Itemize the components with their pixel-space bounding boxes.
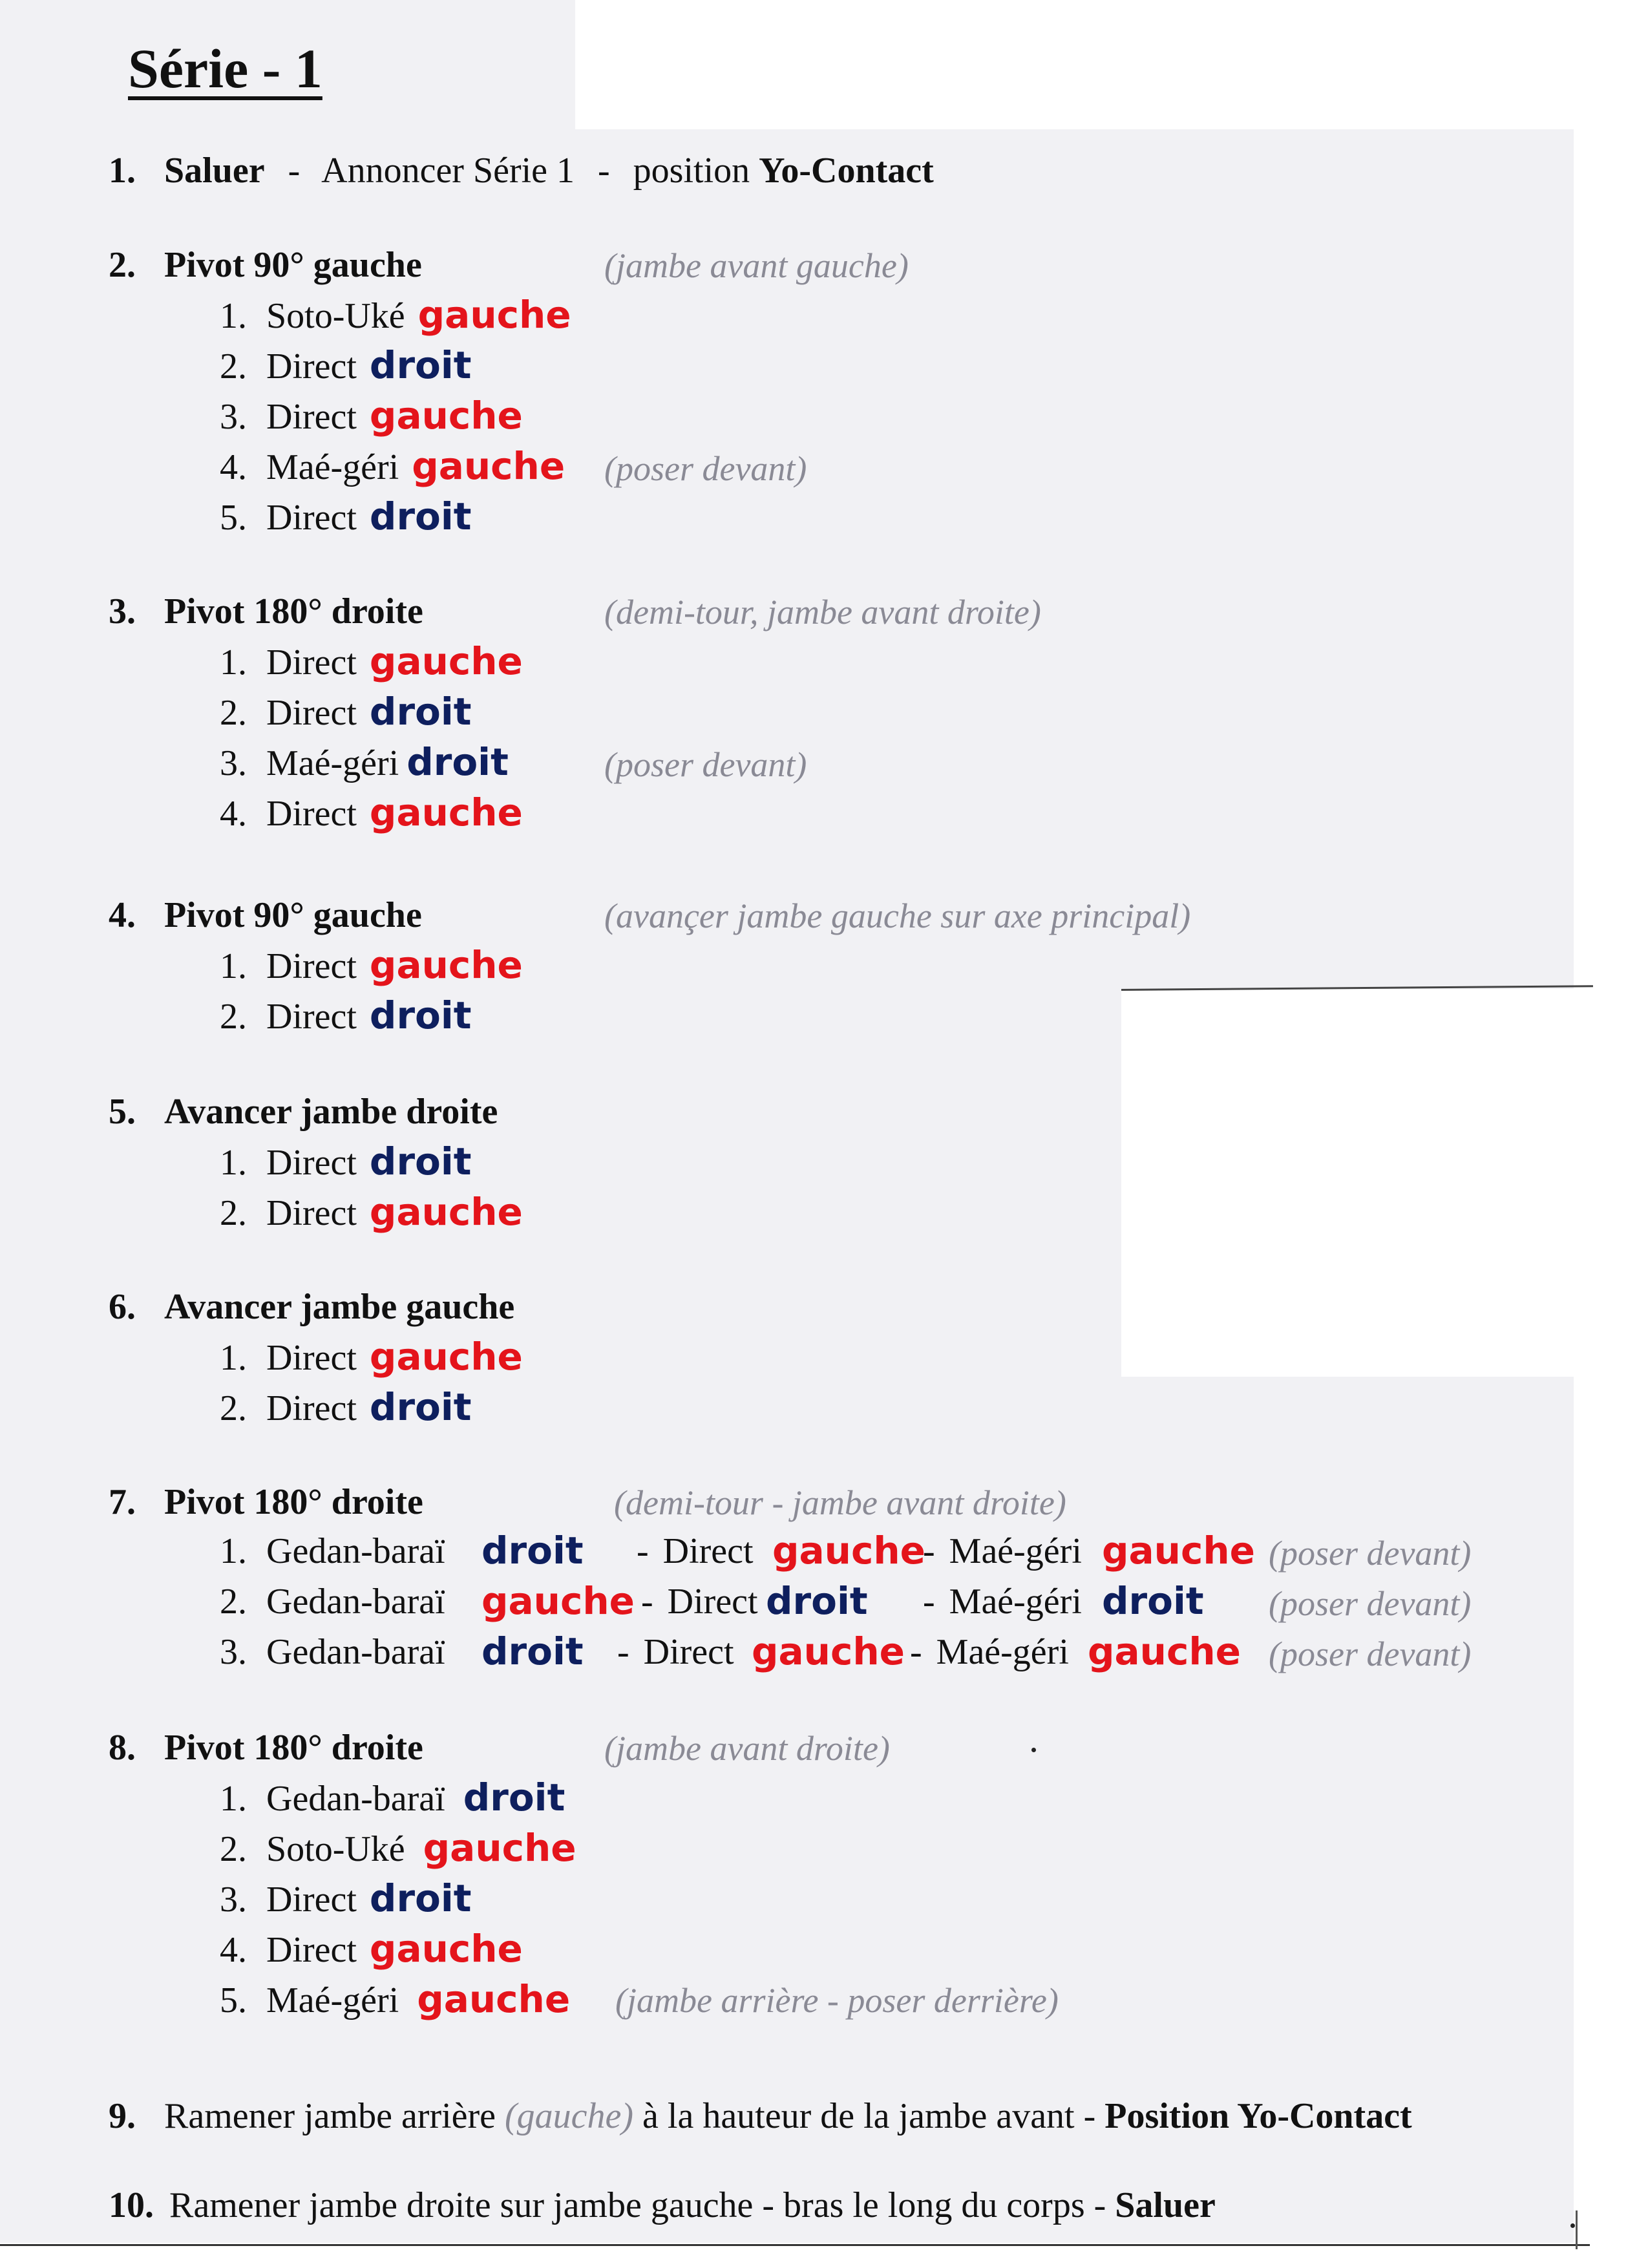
step-3-item-3-note: (poser devant) [604, 745, 807, 784]
step-7-item-3-side-1: droit [481, 1629, 584, 1673]
step-8-item-5-note: (jambe arrière - poser derrière) [615, 1981, 1059, 2020]
step-8-item-1: 1. Gedan-baraï droit [220, 1775, 565, 1819]
step-5-item-1: 1. Direct droit [220, 1139, 472, 1183]
step-3-item-3: 3. Maé-géri droit [220, 740, 509, 784]
step-9-text-b: à la hauteur de la jambe avant - [642, 2096, 1096, 2136]
step-7-item-3-part-2: - Direct [617, 1632, 734, 1672]
step-1-announce: Annoncer Série 1 [321, 151, 575, 191]
step-6-item-1: 1. Direct gauche [220, 1335, 523, 1379]
step-2-item-4: 4. Maé-géri gauche [220, 444, 565, 488]
corner-dot [1570, 2223, 1575, 2228]
step-7-note: (demi-tour - jambe avant droite) [614, 1483, 1066, 1522]
step-1-position-label: position [633, 151, 750, 191]
step-2-number: 2. [109, 245, 136, 285]
step-7-item-2-side-1: gauche [481, 1579, 635, 1623]
step-1-number: 1. [109, 151, 136, 191]
step-4-title: Pivot 90° gauche [164, 895, 422, 935]
step-8-note: (jambe avant droite) [604, 1729, 890, 1768]
step-10: 10. Ramener jambe droite sur jambe gauche - bras le long du corps - Saluer [109, 2185, 1216, 2225]
step-2-item-3: 3. Direct gauche [220, 394, 523, 438]
step-1 [109, 153, 934, 189]
step-8-item-4: 4. Direct gauche [220, 1927, 523, 1971]
step-6-heading: 6. Avancer jambe gauche [109, 1287, 515, 1327]
step-8-item-5: 5. Maé-géri gauche [220, 1977, 571, 2021]
step-7-item-3-side-3: gauche [1088, 1629, 1241, 1673]
step-7-item-2: 2. Gedan-baraï [220, 1582, 445, 1622]
step-8-title: Pivot 180° droite [164, 1728, 423, 1768]
step-7-item-3: 3. Gedan-baraï [220, 1632, 445, 1672]
step-4-item-1: 1. Direct gauche [220, 943, 523, 987]
step-6-item-2: 2. Direct droit [220, 1385, 472, 1429]
step-7-item-2-side-2: droit [766, 1579, 868, 1623]
step-1-position-name: Yo-Contact [759, 151, 934, 191]
step-9-text-a: Ramener jambe arrière [164, 2096, 496, 2136]
step-1-separator: - [288, 151, 301, 191]
step-2-item-1: 1. Soto-Uké gauche [220, 293, 571, 337]
step-4-note: (avançer jambe gauche sur axe principal) [604, 896, 1191, 935]
step-3-heading: 3. Pivot 180° droite [109, 591, 423, 631]
step-7-item-2-note: (poser devant) [1269, 1584, 1472, 1623]
step-7-item-2-side-3: droit [1102, 1579, 1204, 1623]
step-9-note: (gauche) [505, 2096, 634, 2136]
stray-dot [1031, 1748, 1036, 1752]
step-5-title: Avancer jambe droite [164, 1092, 498, 1132]
step-5-heading: 5. Avancer jambe droite [109, 1092, 498, 1132]
step-7-heading: 7. Pivot 180° droite [109, 1482, 423, 1522]
step-1-separator-2: - [598, 151, 610, 191]
step-4-item-2: 2. Direct droit [220, 993, 472, 1037]
step-7-item-2-part-3: - Maé-géri [923, 1582, 1082, 1622]
step-2-item-5: 5. Direct droit [220, 494, 472, 538]
step-7-item-1-part-3: - Maé-géri [923, 1531, 1082, 1571]
page-title: Série - 1 [128, 37, 322, 100]
step-7-item-3-part-3: - Maé-géri [910, 1632, 1069, 1672]
step-7-item-1-note: (poser devant) [1269, 1534, 1472, 1573]
step-7-item-1-part-2: - Direct [637, 1531, 754, 1571]
step-2-title: Pivot 90° gauche [164, 245, 422, 285]
step-8-heading: 8. Pivot 180° droite [109, 1728, 423, 1768]
step-3-item-2: 2. Direct droit [220, 690, 472, 734]
step-2-note: (jambe avant gauche) [604, 246, 909, 285]
step-3-item-4: 4. Direct gauche [220, 790, 523, 834]
step-5-item-2: 2. Direct gauche [220, 1190, 523, 1234]
step-2-item-4-note: (poser devant) [604, 449, 807, 488]
step-7-item-2-part-2: - Direct [641, 1582, 758, 1622]
step-8-item-3: 3. Direct droit [220, 1876, 472, 1920]
step-4-heading: 4. Pivot 90° gauche [109, 895, 422, 935]
step-2-heading [109, 247, 422, 283]
step-10-text: Ramener jambe droite sur jambe gauche - bras le long du corps - [169, 2185, 1106, 2225]
step-7-item-1-side-2: gauche [772, 1529, 925, 1573]
step-7-item-1-side-3: gauche [1102, 1529, 1255, 1573]
step-8-item-2: 2. Soto-Uké gauche [220, 1826, 576, 1870]
step-7-item-1-side-1: droit [481, 1529, 584, 1573]
step-3-note: (demi-tour, jambe avant droite) [604, 593, 1041, 631]
step-10-salute: Saluer [1115, 2185, 1216, 2225]
step-9-position: Position Yo-Contact [1104, 2096, 1412, 2136]
step-3-item-1: 1. Direct gauche [220, 639, 523, 683]
step-7-item-1: 1. Gedan-baraï [220, 1531, 445, 1571]
step-3-title: Pivot 180° droite [164, 591, 423, 631]
step-6-title: Avancer jambe gauche [164, 1287, 515, 1327]
step-7-item-3-note: (poser devant) [1269, 1635, 1472, 1673]
step-9: 9. Ramener jambe arrière (gauche) à la hauteur de la jambe avant - Position Yo-Contact [109, 2096, 1412, 2136]
step-7-item-3-side-2: gauche [752, 1629, 905, 1673]
step-2-item-2: 2. Direct droit [220, 343, 472, 387]
step-7-title: Pivot 180° droite [164, 1482, 423, 1522]
step-1-salute: Saluer [164, 151, 265, 191]
